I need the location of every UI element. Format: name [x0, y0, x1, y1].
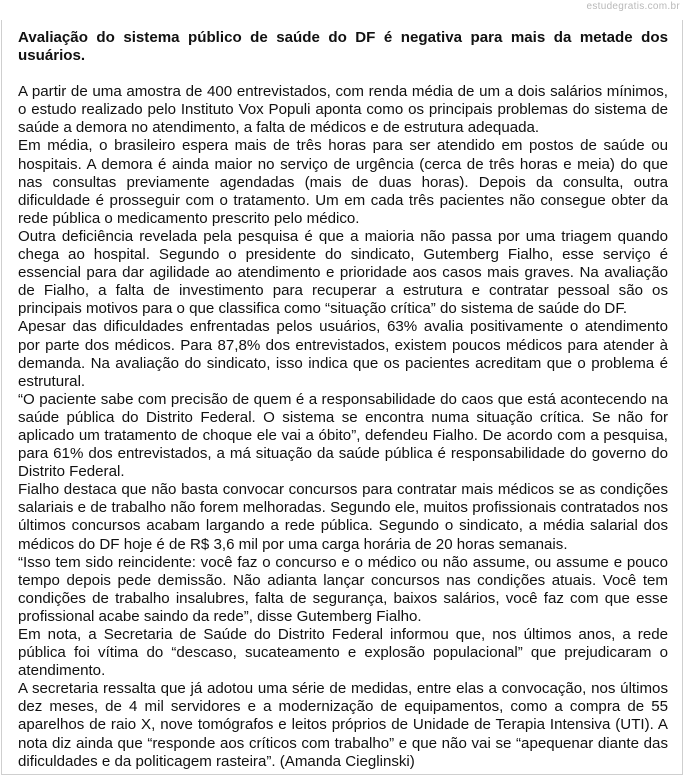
- paragraph-5: “O paciente sabe com precisão de quem é a responsabilidade do caos que está acontecendo na saúde pública do Distrito Federal. O sistema se encontra numa situação crítica. Se não for aplicado um tratamento de choque ele vai a óbito”, defendeu Fialho. De acordo com a pesquisa, para 61% dos entrevistados, a má situação da saúde pública é responsabilidade do governo do Distrito Federal.: [18, 390, 668, 481]
- paragraph-6: Fialho destaca que não basta convocar concursos para contratar mais médicos se as condições salariais e de trabalho não forem melhoradas. Segundo ele, muitos profissionais contratados nos últimos concursos acabam largando a rede pública. Segundo o sindicato, a média salarial dos médicos do DF hoje é de R$ 3,6 mil por uma carga horária de 20 horas semanais.: [18, 481, 668, 553]
- paragraph-1: A partir de uma amostra de 400 entrevistados, com renda média de um a dois salários mínimos, o estudo realizado pelo Instituto Vox Populi aponta como os principais problemas do sistema de saúde a demora no atendimento, a falta de médicos e de estrutura adequada.: [18, 83, 668, 137]
- paragraph-2: Em média, o brasileiro espera mais de três horas para ser atendido em postos de saúde ou hospitais. A demora é ainda maior no serviço de urgência (cerca de três horas e meia) do que nas consultas previamente agendadas (mais de duas horas). Depois da consulta, outra dificuldade é prosseguir com o tratamento. Um em cada três pacientes não consegue obter da rede pública o medicamento prescrito pelo médico.: [18, 137, 668, 227]
- paragraph-7: “Isso tem sido reincidente: você faz o concurso e o médico ou não assume, ou assume e pouco tempo depois pede demissão. Não adianta lançar concursos nas condições atuais. Você tem condições de trabalho insalubres, falta de segurança, baixos salários, você faz com que esse profissional acabe saindo da rede”, disse Gutemberg Fialho.: [18, 553, 668, 625]
- paragraph-8: Em nota, a Secretaria de Saúde do Distrito Federal informou que, nos últimos anos, a rede pública foi vítima do “descaso, sucateamento e explosão populacional” que prejudicaram o atendimento.: [18, 626, 668, 680]
- article: [18, 29, 668, 771]
- paragraph-9: A secretaria ressalta que já adotou uma série de medidas, entre elas a convocação, nos últimos dez meses, de 4 mil servidores e a modernização de equipamentos, como a compra de 55 aparelhos de raio X, nove tomógrafos e leitos próprios de Unidade de Terapia Intensiva (UTI). A nota diz ainda que “responde aos críticos com trabalho” e que não vai se “apequenar diante das dificuldades e da politicagem rasteira”. (Amanda Cieglinski): [18, 680, 668, 770]
- paragraph-4: Apesar das dificuldades enfrentadas pelos usuários, 63% avalia positivamente o atendimento por parte dos médicos. Para 87,8% dos entrevistados, existem poucos médicos para atender à demanda. Na avaliação do sindicato, isso indica que os pacientes acreditam que o problema é estrutural.: [18, 318, 668, 390]
- paragraph-3: Outra deficiência revelada pela pesquisa é que a maioria não passa por uma triagem quando chega ao hospital. Segundo o presidente do sindicato, Gutemberg Fialho, esse serviço é essencial para dar agilidade ao atendimento e prioridade aos casos mais graves. Na avaliação de Fialho, a falta de investimento para recuperar a estrutura e contratar pessoal são os principais motivos para o que classifica como “situação crítica” do sistema de saúde do DF.: [18, 227, 668, 318]
- site-watermark: estudegratis.com.br: [586, 1, 680, 12]
- article-title: Avaliação do sistema público de saúde do DF é negativa para mais da metade dos usuários.: [18, 29, 668, 65]
